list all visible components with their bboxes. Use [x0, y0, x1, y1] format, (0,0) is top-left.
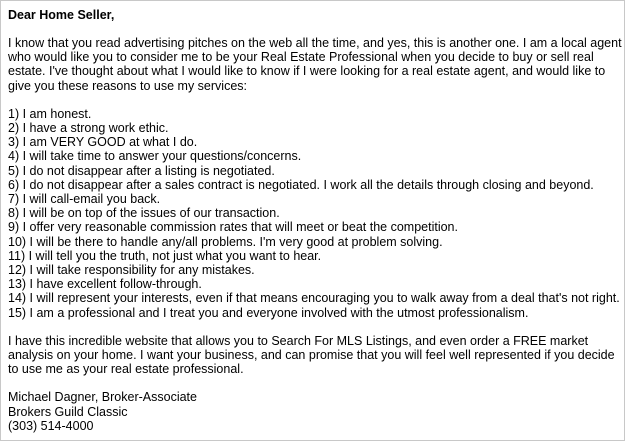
- list-item: 8) I will be on top of the issues of our transaction.: [8, 206, 280, 221]
- list-item: 2) I have a strong work ethic.: [8, 121, 169, 136]
- list-item: 14) I will represent your interests, even if that means encouraging you to walk away from a deal that's not right.: [8, 291, 620, 306]
- list-item: 9) I offer very reasonable commission rates that will meet or beat the competition.: [8, 220, 458, 235]
- signature-block: [8, 390, 624, 433]
- list-item: 4) I will take time to answer your questions/concerns.: [8, 149, 302, 164]
- signature-company: Brokers Guild Classic: [8, 404, 128, 419]
- list-item: 12) I will take responsibility for any mistakes.: [8, 263, 255, 278]
- reasons-list: [8, 107, 624, 320]
- intro-paragraph: I know that you read advertising pitches on the web all the time, and yes, this is another one. I am a local agent who would like you to consider me to be your Real Estate Professional when you decide to buy or sell real estate. I've thought about what I would like to know if I were looking for a real estate agent, and would like to give you these reasons to use my services:: [8, 36, 622, 93]
- list-item: 11) I will tell you the truth, not just what you want to hear.: [8, 248, 322, 263]
- list-item: 13) I have excellent follow-through.: [8, 277, 202, 292]
- list-item: 6) I do not disappear after a sales contract is negotiated. I work all the details through closing and beyond.: [8, 177, 594, 192]
- signature-phone: (303) 514-4000: [8, 418, 94, 433]
- list-item: 5) I do not disappear after a listing is negotiated.: [8, 163, 275, 178]
- letter-greeting: Dear Home Seller,: [8, 8, 115, 22]
- list-item: 15) I am a professional and I treat you and everyone involved with the utmost professionalism.: [8, 305, 529, 320]
- list-item: 10) I will be there to handle any/all problems. I'm very good at problem solving.: [8, 234, 443, 249]
- list-item: 7) I will call-email you back.: [8, 192, 161, 207]
- list-item: 3) I am VERY GOOD at what I do.: [8, 135, 198, 150]
- list-item: 1) I am honest.: [8, 106, 92, 121]
- closing-paragraph: I have this incredible website that allows you to Search For MLS Listings, and even order a FREE market analysis on your home. I want your business, and can promise that you will feel well represented if you decide to use me as your real estate professional.: [8, 333, 615, 377]
- signature-name: Michael Dagner, Broker-Associate: [8, 390, 197, 405]
